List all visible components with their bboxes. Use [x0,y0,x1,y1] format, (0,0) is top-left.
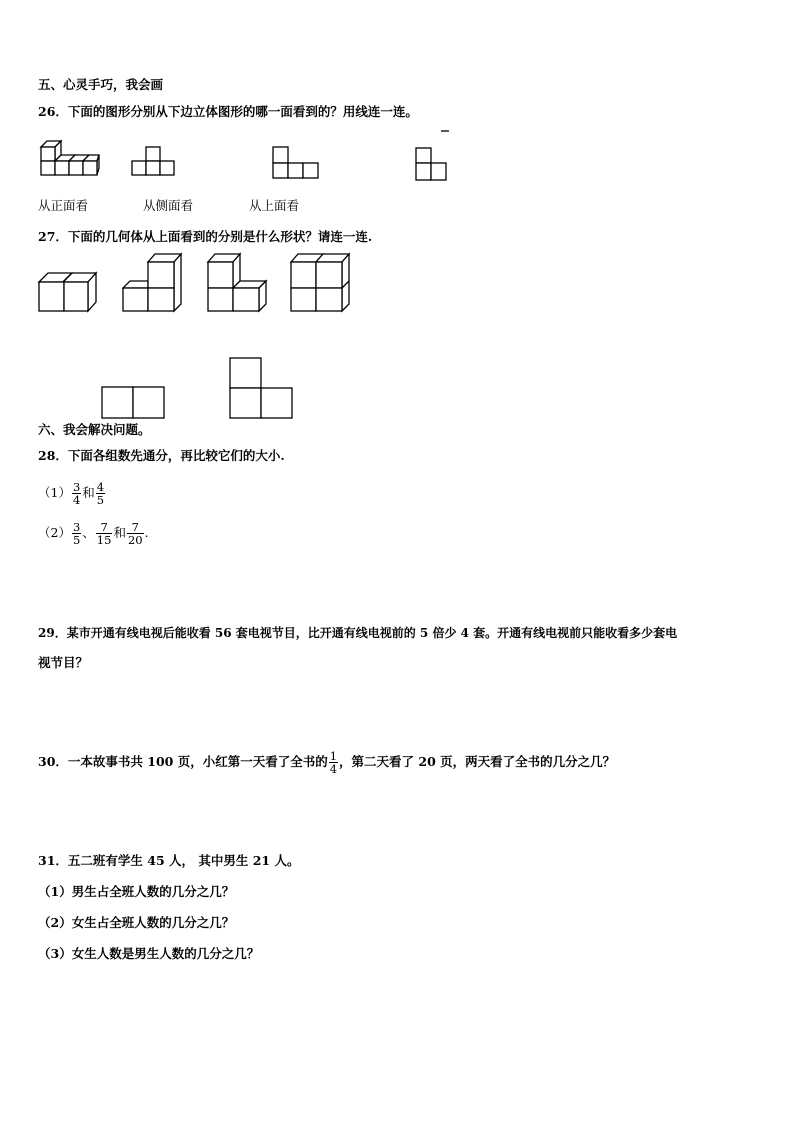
question-31-text: 31．五二班有学生 45 人， 其中男生 21 人。 [38,853,300,868]
fraction-4-5: $\frac{4}{5}$ [96,480,105,507]
q27-solid-4 [290,253,352,315]
q28-part-2-sep1: 、 [82,525,95,540]
fraction-7-20: $\frac{7}{20}$ [127,520,143,547]
q28-part-2-end: . [144,525,149,540]
q28-part-2-sep2: 和 [113,525,126,540]
question-31-sub-1: （1）男生占全班人数的几分之几？ [38,884,235,899]
section-6-title: 六、我会解决问题。 [38,422,151,437]
label-side-view: 从侧面看 [143,198,194,213]
label-top-view: 从上面看 [249,198,300,213]
q26-view-1 [131,146,177,178]
q27-top-view-2 [229,357,295,420]
question-30 [38,745,615,779]
q26-view-2 [272,146,320,180]
question-29-line-1: 29．某市开通有线电视后能收看 56 套电视节目，比开通有线电视前的 5 倍少 4 套。开通有线电视前只能收看多少套电 [38,626,678,640]
section-5-title: 五、心灵手巧，我会画 [38,77,164,92]
q28-part-2 [38,518,149,548]
question-28-text: 28．下面各组数先通分，再比较它们的大小. [38,448,285,463]
fraction-3-4: $\frac{3}{4}$ [72,480,81,507]
question-29-line-2: 视节目？ [38,655,89,670]
fraction-7-15: $\frac{7}{15}$ [96,520,112,547]
q28-part-1-label: （1） [38,485,71,500]
question-27-text: 27．下面的几何体从上面看到的分别是什么形状？请连一连. [38,229,373,244]
question-31-sub-2: （2）女生占全班人数的几分之几？ [38,915,235,930]
q26-view-3 [414,130,450,184]
q28-part-1-sep: 和 [82,485,95,500]
question-31-sub-3: （3）女生人数是男生人数的几分之几？ [38,946,260,961]
question-30-before: 30．一本故事书共 100 页，小红第一天看了全书的 [38,754,328,769]
fraction-1-4: $\frac{1}{4}$ [329,749,338,776]
question-30-after: ，第二天看了 20 页，两天看了全书的几分之几？ [339,754,616,769]
fraction-3-5: $\frac{3}{5}$ [72,520,81,547]
q27-solid-2 [122,253,184,315]
q28-part-1 [38,478,106,508]
q28-part-2-label: （2） [38,525,71,540]
q27-solid-3 [207,253,269,315]
label-front-view: 从正面看 [38,198,89,213]
q27-top-view-1 [101,386,167,420]
q27-solid-1 [38,270,100,314]
question-26-text: 26．下面的图形分别从下边立体图形的哪一面看到的？用线连一连。 [38,104,418,119]
q26-solid-figure [40,138,102,182]
